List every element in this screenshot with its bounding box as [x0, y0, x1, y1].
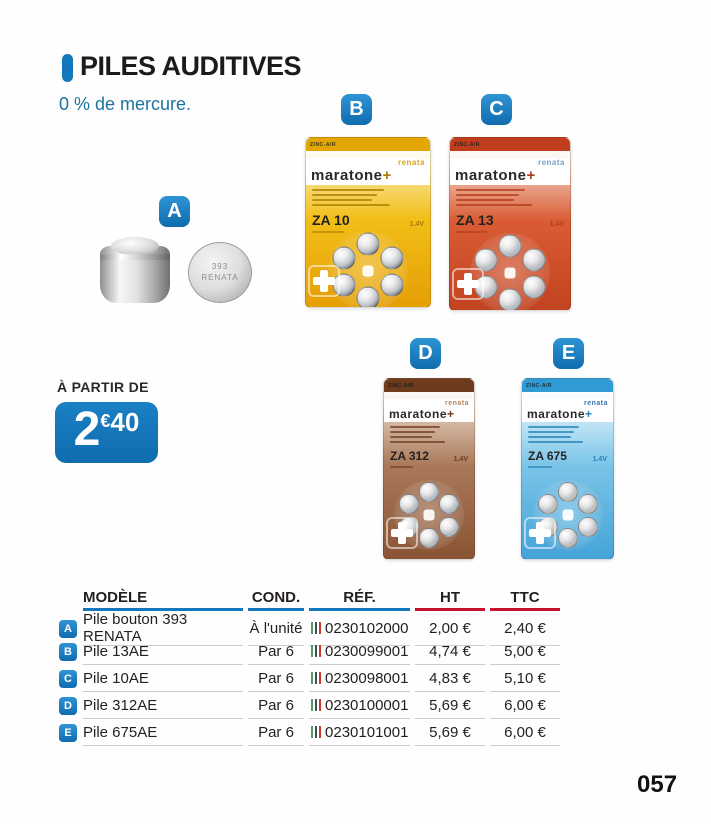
pack-blister [450, 233, 570, 310]
cell-ttc: 5,00 € [490, 638, 560, 665]
pack-brand-area [384, 399, 474, 422]
cell-model: Pile 312AE [83, 692, 243, 719]
battery-cell [419, 482, 439, 502]
pack-description-lines [306, 185, 430, 210]
maratone-logo: maratone+ [527, 406, 593, 421]
battery-cell [499, 234, 522, 257]
pack-blister [306, 233, 430, 307]
column-header-ttc: TTC [490, 586, 560, 611]
product-pack-za675 [521, 378, 614, 560]
cell-ref: 0230098001 [309, 665, 410, 692]
barcode-icon [311, 645, 322, 657]
battery-cell [523, 248, 546, 271]
pack-description-lines [522, 422, 613, 447]
page-number: 057 [637, 771, 678, 798]
battery-cell [538, 494, 558, 514]
row-letter-badge: A [59, 620, 77, 638]
row-letter-badge: B [59, 643, 77, 661]
cell-ttc: 5,10 € [490, 665, 560, 692]
price-euros: 2 [73, 403, 101, 456]
pack-tab [384, 379, 474, 392]
cell-model: Pile bouton 393 RENATA [83, 611, 243, 646]
product-pack-za10 [305, 137, 431, 308]
pack-tab [306, 138, 430, 151]
pack-tab [522, 379, 613, 392]
row-letter-badge: D [59, 697, 77, 715]
price-badge [55, 402, 158, 463]
product-photo-button-cells [96, 236, 258, 310]
table-row [58, 692, 562, 719]
cell-ht: 2,00 € [415, 611, 485, 646]
table-row [58, 638, 562, 665]
cell-ht: 5,69 € [415, 692, 485, 719]
cell-ht: 5,69 € [415, 719, 485, 746]
title-accent-bar [62, 54, 73, 82]
battery-cell [357, 233, 380, 256]
plus-cross-icon [386, 517, 418, 549]
battery-cell [381, 274, 404, 297]
pack-blister [522, 468, 613, 559]
cell-ht: 4,83 € [415, 665, 485, 692]
dial-hub [505, 267, 516, 278]
pack-model-row [522, 447, 613, 463]
cell-cond: À l'unité [248, 611, 304, 646]
renata-logo: renata [537, 158, 565, 167]
pack-description-lines [384, 422, 474, 447]
product-label-c: C [481, 94, 512, 125]
battery-cell [499, 288, 522, 311]
maratone-logo: maratone+ [455, 166, 536, 184]
pack-tab-text: ZINC-AIR [388, 382, 414, 389]
renata-logo: renata [583, 400, 608, 407]
battery-engraving-number: 393 [211, 262, 229, 272]
product-label-b: B [341, 94, 372, 125]
renata-logo: renata [397, 158, 425, 167]
pack-brand-area [522, 399, 613, 422]
pack-tab-text: ZINC-AIR [454, 141, 480, 148]
cell-ref: 0230099001 [309, 638, 410, 665]
cell-ttc: 6,00 € [490, 692, 560, 719]
battery-cell [558, 528, 578, 548]
pack-model: ZA 10 [312, 211, 350, 228]
cell-model: Pile 13AE [83, 638, 243, 665]
pack-brand-area [450, 158, 570, 185]
cell-ref: 0230100001 [309, 692, 410, 719]
battery-cell [578, 494, 598, 514]
table-row [58, 611, 562, 645]
battery-cell [381, 247, 404, 270]
cell-cond: Par 6 [248, 638, 304, 665]
pack-model: ZA 312 [390, 448, 429, 463]
column-header-modele: MODÈLE [83, 586, 243, 611]
pack-model-row [306, 210, 430, 228]
pack-hang-band [522, 392, 613, 399]
cell-cond: Par 6 [248, 719, 304, 746]
column-header-cond: COND. [248, 586, 304, 611]
table-header-row [58, 586, 562, 611]
dial-hub [562, 510, 573, 521]
page-title: PILES AUDITIVES [80, 51, 302, 81]
pack-blister [384, 468, 474, 559]
pack-hang-band [384, 392, 474, 399]
pack-hang-band [450, 151, 570, 158]
battery-engraving-brand: RENATA [201, 272, 239, 282]
pack-tab-text: ZINC-AIR [526, 382, 552, 389]
pack-brand-area [306, 158, 430, 185]
product-pack-za13 [449, 137, 571, 311]
pack-tab-text: ZINC-AIR [310, 141, 336, 148]
header-spacer [58, 586, 78, 611]
battery-cell [439, 517, 459, 537]
product-label-e: E [553, 338, 584, 369]
battery-cell [419, 528, 439, 548]
column-header-ht: HT [415, 586, 485, 611]
barcode-icon [311, 672, 322, 684]
battery-top-view [188, 242, 252, 303]
cell-cond: Par 6 [248, 665, 304, 692]
pack-voltage: 1.4V [453, 455, 468, 463]
pack-model: ZA 13 [456, 211, 494, 228]
row-letter-badge: C [59, 670, 77, 688]
dial-hub [424, 510, 435, 521]
pack-voltage: 1.4V [592, 455, 607, 463]
pack-voltage: 1.4V [409, 220, 424, 228]
product-label-a: A [159, 196, 190, 227]
cell-cond: Par 6 [248, 692, 304, 719]
battery-cell [558, 482, 578, 502]
cell-ref: 0230102000 [309, 611, 410, 646]
battery-side-view [100, 246, 170, 303]
pack-voltage: 1.4V [549, 220, 564, 228]
battery-cell [399, 494, 419, 514]
row-letter-badge: E [59, 724, 77, 742]
plus-cross-icon [452, 268, 484, 300]
pack-tab [450, 138, 570, 151]
pack-model-row [384, 447, 474, 463]
euro-symbol: € [100, 411, 111, 431]
page-subtitle: 0 % de mercure. [59, 94, 192, 114]
cell-model: Pile 675AE [83, 719, 243, 746]
cell-ttc: 6,00 € [490, 719, 560, 746]
cell-ttc: 2,40 € [490, 611, 560, 646]
cell-model: Pile 10AE [83, 665, 243, 692]
battery-cell [357, 287, 380, 308]
product-table [58, 586, 562, 746]
column-header-ref: RÉF. [309, 586, 410, 611]
table-row [58, 665, 562, 692]
table-row [58, 719, 562, 746]
pack-description-lines [450, 185, 570, 210]
battery-cell [439, 494, 459, 514]
price-cents: 40 [110, 407, 140, 437]
product-pack-za312 [383, 378, 475, 560]
cell-ref: 0230101001 [309, 719, 410, 746]
pack-model-row [450, 210, 570, 228]
price-prefix: À PARTIR DE [57, 379, 149, 395]
plus-cross-icon [524, 517, 556, 549]
battery-cell [578, 517, 598, 537]
barcode-icon [311, 726, 322, 738]
product-label-d: D [410, 338, 441, 369]
battery-cell [523, 275, 546, 298]
maratone-logo: maratone+ [389, 406, 455, 421]
dial-hub [363, 266, 374, 277]
cell-ht: 4,74 € [415, 638, 485, 665]
renata-logo: renata [444, 400, 469, 407]
barcode-icon [311, 699, 322, 711]
plus-cross-icon [308, 265, 340, 297]
barcode-icon [311, 622, 322, 634]
maratone-logo: maratone+ [311, 166, 392, 184]
pack-model: ZA 675 [528, 448, 567, 463]
pack-hang-band [306, 151, 430, 158]
